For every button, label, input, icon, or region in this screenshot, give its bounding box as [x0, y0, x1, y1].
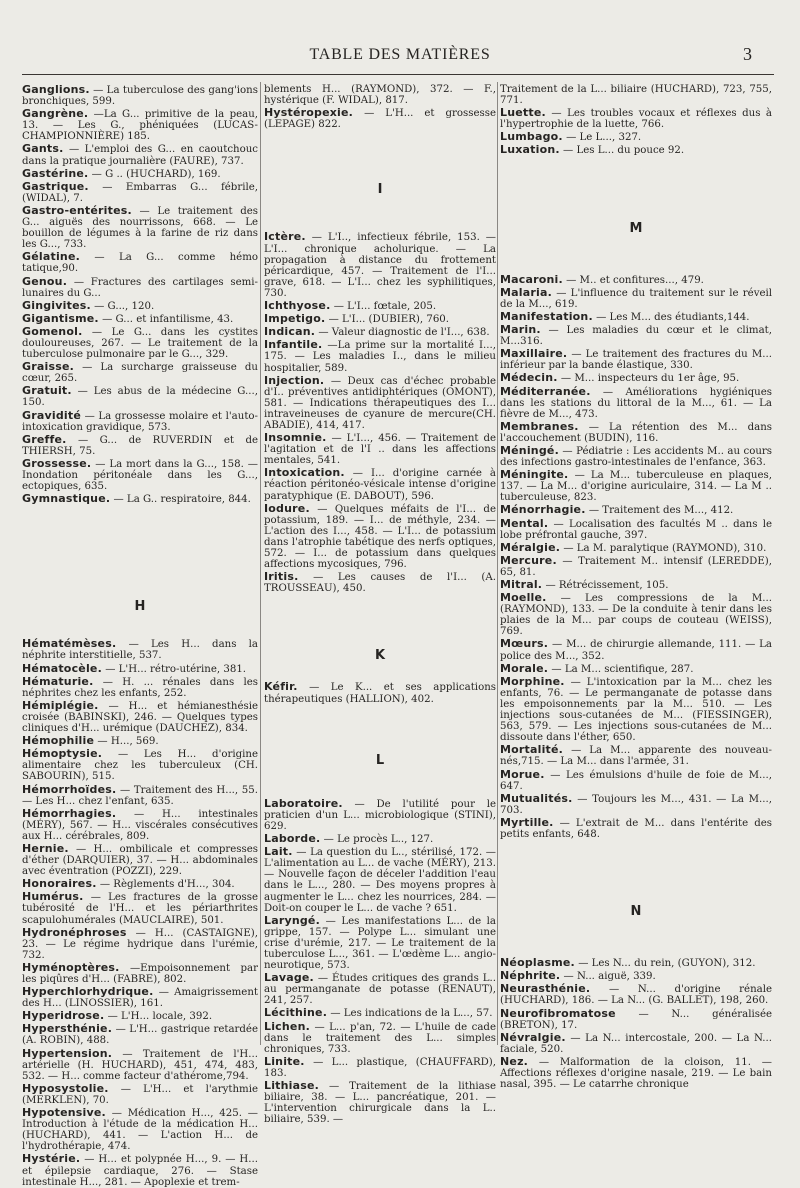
index-entry [500, 287, 772, 310]
entry-text: — Le L..., 327. [566, 132, 642, 144]
entry-headword: Néphrite. [500, 969, 561, 983]
entry-headword: Honoraires. [22, 877, 97, 891]
entry-text: — La mort dans la G..., 158. — Inondation péritonéale dans les G..., ectopiques, 635. [22, 458, 258, 493]
entry-text: — Les manifestations L... de la grippe, 157. — Polype L... simulant une crise d'urémie, 217. — Le traitement de la tuberculose L..., 361. — L'œdème L... angio-neurotique, 573. [264, 915, 496, 972]
entry-text: — La M... tuberculeuse en plaques, 137. — La M... d'origine auriculaire, 314. — La M .. tuberculeuse, 823. [500, 470, 772, 504]
entry-headword: Impetigo. [264, 312, 326, 326]
index-entry [22, 1023, 258, 1046]
entry-headword: Laboratoire. [264, 796, 343, 810]
index-entry [500, 131, 772, 143]
index-entry [22, 927, 258, 961]
entry-headword: Hyperidrose. [22, 1009, 105, 1023]
entry-text: — L... p'an, 72. — L'huile de cade dans le traitement des L... simples chroniques, 733. [264, 1021, 496, 1055]
entry-text: — Les fractures de la grosse tubérosité de l'H... et les périarthrites scapulohumérales (MAUCLAIRE), 501. [22, 892, 258, 926]
index-entry [22, 84, 258, 107]
index-entry [264, 915, 496, 971]
entry-text: — H... intestinales (MÉRY), 567. — H... viscérales consécutives aux H... cérébrales, 809. [22, 808, 258, 842]
entry-text: — Les troubles vocaux et réflexes dus à l'hypertrophie de la luette, 766. [500, 108, 773, 131]
entry-text: — Études critiques des grands L.. au permanganate de potasse (RENAUT), 241, 257. [264, 973, 496, 1007]
entry-headword: Neurasthénie. [500, 982, 591, 996]
entry-text: — Les émulsions d'huile de foie de M..., 647. [500, 769, 772, 792]
entry-text: — Deux cas d'échec probable d'I.. préventives antidiphtériques (OMONT), 581. — Indications thérapeutiques des I... intraveineuses de cyanure de mercure(CH. ABADIE), 414, 417. [264, 375, 496, 431]
entry-headword: Mœurs. [500, 637, 549, 651]
index-entry [500, 638, 772, 661]
section-letter: H [134, 599, 146, 615]
entry-text: — L'H... rétro-utérine, 381. [105, 663, 247, 675]
index-entry [264, 1080, 496, 1125]
entry-text: — H... (CASTAIGNE), 23. — Le régime hydrique dans l'urémie, 732. [22, 927, 258, 961]
entry-headword: Macaroni. [500, 272, 563, 286]
index-entry [22, 1153, 258, 1187]
index-entry [264, 313, 496, 325]
entry-text: — Les M... des étudiants,144. [596, 311, 750, 323]
index-entry [22, 1048, 258, 1082]
entry-text: — L'emploi des G... en caoutchouc dans la pratique journalière (FAURE), 737. [22, 144, 258, 167]
index-entry [22, 493, 258, 505]
index-entry [22, 676, 258, 699]
index-entry [22, 986, 258, 1009]
entry-headword: Gratuit. [22, 384, 72, 398]
entry-headword: Hémoptysie. [22, 747, 103, 761]
index-entry [264, 107, 496, 130]
index-entry [264, 231, 496, 299]
page-number: 3 [743, 44, 752, 64]
entry-text: — Les H... d'origine alimentaire chez les tuberculeux (CH. SABOURIN), 515. [22, 749, 258, 783]
entry-headword: Graisse. [22, 360, 74, 374]
index-entry [264, 1021, 496, 1055]
entry-text: — Le K... et ses applications thérapeutiques (HALLION), 402. [264, 682, 496, 705]
entry-headword: Mercure. [500, 553, 557, 567]
index-entry [500, 469, 772, 503]
entry-headword: Hernie. [22, 841, 69, 855]
entry-headword: Ganglions. [22, 83, 90, 96]
index-entry [22, 143, 258, 166]
index-entry [500, 1032, 772, 1055]
entry-text: — Les compressions de la M... (RAYMOND), 133. — De la conduite à tenir dans les plaies de la M... par coups de couteau (WEISS), 769. [500, 593, 772, 638]
entry-headword: Infantile. [264, 338, 323, 352]
index-entry [22, 1010, 258, 1022]
index-entry [500, 386, 772, 420]
entry-text: — Traitement des M..., 412. [588, 505, 734, 517]
entry-text: — Traitement des H..., 55. — Les H... chez l'enfant, 635. [22, 784, 258, 807]
index-column-1 [22, 83, 258, 1188]
entry-headword: Gélatine. [22, 250, 80, 264]
index-entry [500, 817, 772, 840]
index-entry [22, 434, 258, 457]
index-entry [22, 735, 258, 747]
entry-text: —Empoisonnement par les piqûres d'H... (FABRE), 802. [22, 962, 258, 985]
entry-headword: Méralgie. [500, 540, 561, 554]
entry-text: — G... et infantilisme, 43. [102, 313, 234, 325]
index-entry [22, 410, 258, 433]
entry-headword: Hypertension. [22, 1046, 113, 1060]
entry-text: — La rétention des M... dans l'accouchement (BUDIN), 116. [500, 421, 772, 444]
entry-headword: Gingivites. [22, 298, 91, 312]
entry-headword: Maxillaire. [500, 347, 568, 361]
index-entry [500, 793, 772, 816]
entry-text: blements H... (RAYMOND), 372. — F., hystérique (F. WIDAL), 817. [264, 84, 496, 107]
entry-headword: Gants. [22, 142, 64, 156]
index-entry [264, 798, 496, 832]
entry-text: — Le G... dans les cystites douloureuses, 267. — Le traitement de la tuberculose pulmonaire par le G..., 329. [22, 326, 258, 361]
index-entry [264, 972, 496, 1006]
entry-headword: Médecin. [500, 371, 558, 385]
index-column-2 [264, 84, 497, 1126]
entry-text: — Le traitement des fractures du M... inférieur par la bande élastique, 330. [500, 349, 772, 372]
index-entry [22, 168, 258, 180]
entry-headword: Neurofibromatose [500, 1006, 616, 1020]
entry-text: — La M... scientifique, 287. [551, 663, 694, 675]
index-entry [500, 555, 772, 578]
index-entry [500, 676, 772, 744]
entry-text: — La tuberculose des gang'ions bronchiques, 599. [22, 85, 258, 108]
index-entry [500, 769, 772, 792]
entry-headword: Hématocèle. [22, 661, 102, 675]
entry-text: — L'H... locale, 392. [107, 1011, 213, 1023]
entry-text: — M.. et confitures..., 479. [566, 274, 704, 286]
entry-headword: Gastérine. [22, 166, 89, 180]
index-entry [500, 421, 772, 444]
index-entry [500, 107, 772, 130]
entry-headword: Hématurie. [22, 674, 94, 688]
entry-text: — Les causes de l'I... (A. TROUSSEAU), 450. [264, 572, 496, 595]
entry-text: — I... d'origine carnée à réaction péritonéo-vésicale intense d'origine paratyphique (E. DABOUT), 596. [264, 468, 496, 502]
entry-text: — Traitement de la lithiase biliaire, 38. — L... pancréatique, 201. — L'intervention chirurgicale dans la L.. biliaire, 539. — [264, 1081, 496, 1126]
entry-text: — M... inspecteurs du 1er âge, 95. [560, 373, 740, 385]
index-entry [264, 300, 496, 312]
entry-headword: Morue. [500, 767, 545, 781]
entry-headword: Mutualités. [500, 791, 573, 805]
entry-text: — L'influence du traitement sur le réveil de la M..., 619. [500, 287, 772, 310]
entry-headword: Gastrique. [22, 179, 89, 193]
index-entry [22, 326, 258, 360]
entry-headword: Linite. [264, 1054, 305, 1068]
entry-text: — G... de RUVERDIN et de THIERSH, 75. [22, 434, 258, 457]
index-entry [22, 638, 258, 661]
index-entry [264, 571, 496, 594]
index-entry [500, 1008, 772, 1031]
section-letter: I [377, 182, 383, 198]
index-entry [264, 1007, 496, 1019]
column-separator [497, 82, 498, 1045]
entry-text: — Les maladies du cœur et le climat, M...316. [500, 325, 772, 348]
entry-text: — La G.. respiratoire, 844. [113, 494, 251, 506]
entry-text: — N... généralisée (BRETON), 17. [500, 1008, 772, 1031]
entry-headword: Gravidité [22, 408, 81, 422]
entry-headword: Mitral. [500, 578, 543, 591]
index-entry [22, 361, 258, 384]
entry-text: — H... et polypnée H..., 9. — H... et épilepsie cardiaque, 276. — Stase intestinale H..., 281. — Apoplexie et trem- [22, 1154, 258, 1188]
entry-headword: Névralgie. [500, 1030, 566, 1044]
entry-headword: Grossesse. [22, 456, 92, 470]
index-entry [264, 503, 496, 571]
index-entry [500, 504, 772, 516]
index-column-3 [500, 84, 773, 1091]
entry-headword: Hémiplégie. [22, 698, 99, 712]
section-letter: M [629, 220, 643, 236]
index-entry [500, 274, 772, 286]
entry-headword: Kéfir. [264, 680, 298, 694]
index-entry [22, 276, 258, 299]
entry-text: — Les H... dans la néphrite interstitielle, 537. [22, 639, 258, 662]
entry-headword: Néoplasme. [500, 956, 575, 970]
index-entry [500, 970, 772, 982]
index-entry [500, 84, 772, 106]
entry-text: — Règlements d'H..., 304. [99, 879, 235, 891]
entry-text: — L'I... fœtale, 205. [333, 301, 437, 313]
entry-headword: Méningite. [500, 468, 569, 482]
entry-text: — G .. (HUCHARD), 169. [91, 168, 221, 180]
entry-headword: Malaria. [500, 285, 552, 299]
entry-text: — Les N... du rein, (GUYON), 312. [578, 958, 756, 970]
index-entry [500, 1056, 772, 1090]
entry-headword: Lavage. [264, 971, 314, 985]
index-entry [22, 962, 258, 985]
entry-text: — L'extrait de M... dans l'entérite des petits enfants, 648. [500, 817, 772, 840]
entry-text: — La surcharge graisseuse du cœur, 265. [22, 362, 258, 385]
index-entry [500, 542, 772, 554]
entry-text: — G..., 120. [94, 300, 155, 312]
index-entry [22, 843, 258, 877]
entry-text: — L'I..., 456. — Traitement de l'agitation et de l'I .. dans les affections mentales, 541. [264, 433, 496, 467]
entry-headword: Luette. [500, 106, 546, 120]
entry-headword: Membranes. [500, 419, 579, 433]
entry-text: — Pédiatrie : Les accidents M.. au cours des infections gastro-intestinales de l'enfance, 363. [500, 445, 772, 469]
entry-text: —La prime sur la mortalité I..., 175. — Les maladies I.., dans le milieu hospitalier, 589. [264, 340, 496, 374]
index-entry [264, 84, 496, 106]
entry-headword: Morphine. [500, 674, 565, 688]
index-entry [500, 744, 772, 767]
entry-headword: Morale. [500, 661, 549, 675]
entry-headword: Laryngé. [264, 913, 320, 927]
index-entry [22, 784, 258, 807]
index-entry [264, 375, 496, 431]
section-letter: K [374, 648, 386, 664]
index-entry [22, 458, 258, 492]
entry-text: — Rétrécissement, 105. [545, 580, 669, 591]
entry-headword: Hypotensive. [22, 1106, 106, 1120]
index-entry [500, 592, 772, 637]
index-entry [500, 144, 772, 156]
entry-headword: Hématémèses. [22, 637, 117, 651]
index-entry [22, 251, 258, 274]
entry-headword: Hyménoptères. [22, 960, 120, 974]
entry-text: — La M. paralytique (RAYMOND), 310. [563, 542, 767, 554]
entry-headword: Gangrène. [22, 107, 89, 121]
section-letter: N [630, 904, 642, 920]
index-entry [22, 808, 258, 842]
entry-headword: Intoxication. [264, 466, 345, 480]
entry-text: — Le traitement des G... aiguës des nourrissons, 668. — Le bouillon de légumes à la farine de riz dans les G..., 733. [22, 205, 258, 251]
entry-headword: Insomnie. [264, 431, 327, 445]
entry-headword: Iodure. [264, 501, 310, 515]
entry-headword: Mortalité. [500, 743, 564, 757]
entry-headword: Hystéropexie. [264, 106, 354, 120]
entry-text: — L'intoxication par la M... chez les enfants, 76. — Le permanganate de potasse dans les empoisonnements par la M... 510. — Les injections sous-cutanées de M... (FIESSINGER), 563, 579. — Les injections sous-cutanées de M... dissoute dans l'éther, 650. [500, 676, 772, 744]
index-entry [22, 1083, 258, 1106]
entry-headword: Iritis. [264, 570, 299, 584]
entry-headword: Myrtille. [500, 815, 554, 829]
index-entry [264, 339, 496, 373]
entry-text: — Les indications de la L..., 57. [330, 1008, 493, 1020]
entry-text: — H..., 569. [97, 736, 159, 748]
entry-text: — Amaigrissement des H... (LINOSSIER), 161. [22, 987, 258, 1010]
index-entry [264, 833, 496, 845]
entry-headword: Lumbago. [500, 130, 563, 144]
entry-headword: Hypersthénie. [22, 1022, 113, 1036]
entry-headword: Méningé. [500, 443, 559, 457]
entry-headword: Lichen. [264, 1019, 311, 1033]
entry-text: — L'H... et l'arythmie (MERKLEN), 70. [22, 1083, 258, 1106]
entry-headword: Lécithine. [264, 1006, 328, 1020]
entry-text: — Les L... du pouce 92. [563, 145, 685, 157]
entry-text: — L... plastique, (CHAUFFARD), 183. [264, 1056, 496, 1079]
index-entry [22, 891, 258, 925]
entry-text: — Toujours les M..., 431. — La M..., 703. [500, 793, 772, 816]
entry-text: — Malformation de la cloison, 11. — Affections réflexes d'origine nasale, 219. — Le bain nasal, 395. — Le catarrhe chronique [500, 1056, 772, 1091]
entry-headword: Lait. [264, 845, 293, 859]
entry-text: — H... ombilicale et compresses d'éther (DARQUIER), 37. — H... abdominales avec éventration (POZZI), 229. [22, 843, 258, 878]
index-entry [264, 467, 496, 501]
entry-text: — Les abus de la médecine G..., 150. [22, 386, 258, 409]
entry-headword: Hydronéphroses [22, 925, 127, 939]
index-entry [264, 432, 496, 466]
index-entry [500, 324, 772, 347]
index-entry [22, 108, 258, 142]
entry-headword: Ménorrhagie. [500, 503, 586, 517]
index-entry [22, 663, 258, 675]
entry-text: — L'I.., infectieux fébrile, 153. — L'I... chronique acholurique. — La propagation à distance du frottement péricardique, 457. — Traitement de l'I... grave, 618. — L'I... chez les syphilitiques, 730. [264, 232, 496, 299]
index-entry [500, 372, 772, 384]
entry-headword: Hyperchlorhydrique. [22, 985, 154, 999]
entry-text: — Valeur diagnostic de l'I..., 638. [318, 327, 490, 339]
index-entry [22, 300, 258, 312]
entry-headword: Gymnastique. [22, 492, 111, 506]
index-entry [22, 385, 258, 408]
index-entry [500, 445, 772, 468]
index-entry [22, 748, 258, 782]
entry-headword: Hémorrhagies. [22, 806, 117, 820]
entry-text: — Fractures des cartilages semi-lunaires du G... [22, 276, 258, 299]
column-separator [260, 82, 261, 1045]
index-entry [22, 1107, 258, 1152]
entry-text: — L'H... et grossesse (LEPAGE) 822. [264, 108, 497, 131]
entry-text: Traitement de la L... biliaire (HUCHARD), 723, 755, 771. [500, 84, 772, 107]
entry-text: — La grossesse molaire et l'auto-intoxication gravidique, 573. [22, 410, 258, 433]
entry-headword: Gastro-entérites. [22, 203, 132, 217]
index-entry [22, 181, 258, 204]
entry-headword: Moelle. [500, 591, 547, 605]
entry-text: — N... aiguë, 339. [563, 971, 656, 983]
entry-headword: Ichthyose. [264, 299, 331, 313]
entry-headword: Humérus. [22, 890, 84, 904]
entry-headword: Injection. [264, 373, 325, 387]
entry-headword: Marin. [500, 323, 541, 337]
index-entry [500, 579, 772, 591]
entry-text: — Traitement de l'H... artérielle (H. HUCHARD), 451, 474, 483, 532. — H... comme facteur d'athérome,794. [22, 1048, 258, 1082]
entry-text: — De l'utilité pour le praticien d'un L... microbiologique (STINI), 629. [264, 798, 496, 832]
index-entry [500, 957, 772, 969]
entry-text: — Médication H..., 425. — Introduction à l'étude de la médication H... (HUCHARD), 441. — L'action H... de l'hydrothérapie, 474. [22, 1108, 258, 1153]
entry-headword: Gomenol. [22, 324, 83, 338]
index-entry [264, 681, 496, 704]
entry-text: — La question du L.., stérilisé, 172. — L'alimentation au L... de vache (MÉRY), 213. — Nouvelle façon de déceler l'addition l'eau dans le L..., 280. — Des moyens propres à augmenter le L... chez les nourrices, 284. — Doit-on couper le L... de vache ? 651. [264, 847, 496, 914]
entry-text: — Améliorations hygiéniques dans les stations du littoral de la M..., 61. — La fièvre de M..., 473. [500, 386, 772, 420]
index-entry [500, 348, 772, 371]
entry-text: — La G... comme hémo tatique,90. [22, 252, 258, 275]
entry-text: — N... d'origine rénale (HUCHARD), 186. — La N... (G. BALLET), 198, 260. [500, 984, 773, 1007]
entry-headword: Genou. [22, 274, 68, 288]
entry-text: — Localisation des facultés M .. dans le lobe préfrontal gauche, 397. [500, 518, 772, 541]
entry-headword: Hémophilie [22, 734, 95, 748]
entry-text: — Traitement M.. intensif (LEREDDE), 65, 81. [500, 555, 772, 578]
entry-text: —La G... primitive de la peau, 13. — Les G., phéniquées (LUCAS-CHAMPIONNIÈRE) 185. [22, 109, 258, 143]
index-entry [264, 846, 496, 914]
entry-headword: Ictère. [264, 230, 306, 244]
index-entry [264, 1056, 496, 1079]
entry-headword: Méditerranée. [500, 384, 591, 398]
entry-text: — La N... intercostale, 200. — La N... faciale, 520. [500, 1032, 772, 1055]
entry-text: — H... et hémianesthésie croisée (BABINSKI), 246. — Quelques types cliniques d'H... urémique (DAUCHEZ), 834. [22, 700, 258, 735]
index-entry [500, 663, 772, 675]
entry-text: — La M... apparente des nouveau-nés,715. — La M... dans l'armée, 31. [500, 745, 772, 768]
index-entry [22, 700, 258, 734]
entry-text: — L'I... (DUBIER), 760. [328, 314, 450, 326]
entry-headword: Greffe. [22, 432, 67, 446]
entry-text: — Embarras G... fébrile, (WIDAL), 7. [22, 181, 258, 204]
entry-text: — Quelques méfaits de l'I... de potassium, 189. — I... de méthyle, 234. — L'action des I..., 458. — L'I... de potassium dans l'atrophie tabétique des nerfs optiques, 572. — I... de potassium dans quelques affections mycosiques, 796. [264, 503, 496, 571]
entry-headword: Lithiase. [264, 1079, 320, 1092]
index-entry [22, 313, 258, 325]
page-title: TABLE DES MATIÈRES [309, 46, 491, 63]
entry-text: — Le procès L.., 127. [323, 834, 434, 846]
entry-headword: Hémorrhoïdes. [22, 782, 117, 796]
index-entry [500, 518, 772, 541]
index-entry [22, 878, 258, 890]
section-letter: L [375, 752, 385, 768]
index-entry [22, 205, 258, 250]
header-rule [22, 74, 774, 75]
entry-headword: Luxation. [500, 143, 560, 157]
index-entry [500, 311, 772, 323]
entry-text: — M... de chirurgie allemande, 111. — La police des M..., 352. [500, 639, 772, 662]
entry-headword: Nez. [500, 1054, 529, 1068]
entry-headword: Mental. [500, 516, 549, 530]
entry-headword: Indican. [264, 325, 316, 339]
entry-text: — H. ... rénales dans les néphrites chez les enfants, 252. [22, 676, 258, 699]
entry-headword: Manifestation. [500, 309, 593, 323]
entry-headword: Laborde. [264, 832, 321, 846]
entry-headword: Gigantisme. [22, 311, 99, 325]
index-entry [264, 326, 496, 338]
entry-headword: Hystérie. [22, 1152, 81, 1166]
entry-text: — L'H... gastrique retardée (A. ROBIN), 488. [22, 1024, 258, 1047]
index-entry [500, 983, 772, 1006]
entry-headword: Hyposystolie. [22, 1081, 109, 1095]
